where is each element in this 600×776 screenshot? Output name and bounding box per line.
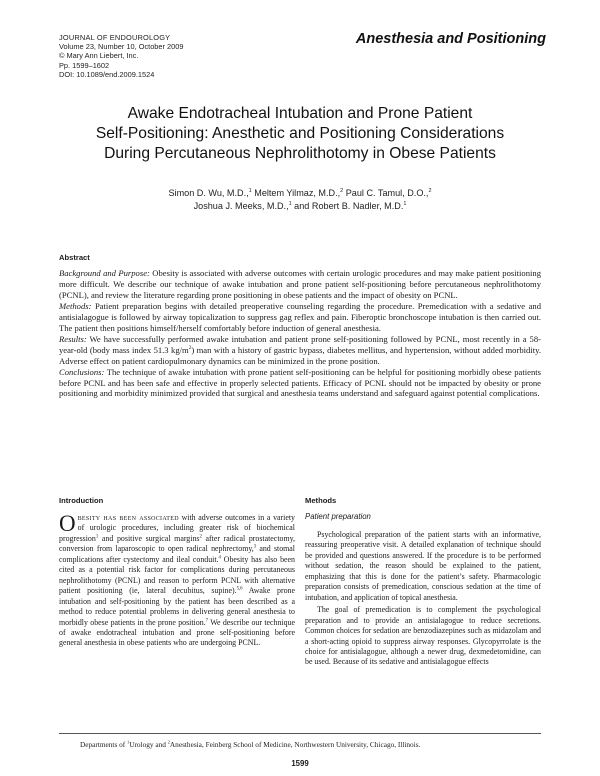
affiliation-mark: 1	[403, 200, 407, 207]
section-heading: Anesthesia and Positioning	[355, 31, 546, 47]
page-number: 1599	[291, 759, 309, 768]
journal-info	[59, 33, 183, 79]
author-name: Joshua J. Meeks, M.D.,	[193, 201, 289, 211]
abstract-methods	[59, 301, 541, 334]
author-name: Simon D. Wu, M.D.,	[168, 188, 249, 198]
affiliation-mark: 1	[127, 739, 130, 745]
footnote-text: Departments of	[80, 740, 128, 749]
affiliation-mark: 2	[428, 187, 432, 194]
body-text: and stomal complications after cystectomy and ileal conduit.	[59, 544, 295, 564]
abstract-results	[59, 334, 541, 367]
author-line-2	[40, 200, 560, 213]
journal-name: JOURNAL OF ENDOUROLOGY	[59, 33, 171, 42]
introduction-column	[59, 513, 295, 649]
reference-mark: 3	[253, 544, 257, 550]
introduction-heading: Introduction	[59, 496, 104, 505]
author-name: Meltem Yilmaz, M.D.,	[251, 188, 341, 198]
body-text: after radical prostatectomy, conversion from laparoscopic to open radical nephrectomy,	[59, 533, 295, 554]
author-line-1	[40, 187, 560, 200]
abstract-body	[59, 268, 541, 399]
abstract-label: Conclusions:	[59, 366, 105, 377]
reference-mark: 2	[199, 534, 202, 540]
author-list	[40, 187, 560, 213]
author-name: and Robert B. Nadler, M.D.	[291, 201, 404, 211]
abstract-text: Obesity is associated with adverse outcomes with certain urologic procedures and may make patient positioning more difficult. We describe our technique of awake intubation and prone patient self-positioning before percutaneous nephrolithotomy (PCNL), and review the literature regarding prone positioning in obese patients and the impact of obesity on PCNL.	[59, 268, 541, 300]
body-text: Obesity has also been cited as a potential risk factor for complications during percutaneous nephrolithotomy (PCNL) and reason to perform PCNL with alternative patient positioning (ie, lateral decubitus, supine).	[59, 554, 296, 596]
body-text: and positive surgical margins	[98, 533, 200, 543]
abstract-label: Background and Purpose:	[59, 268, 150, 278]
drop-cap: O	[59, 511, 76, 536]
methods-paragraph-1: Psychological preparation of the patient starts with an informative, reassuring preoperative visit. A detailed explanation of technique should be provided and questions answered. If the procedure is to be performed without sedation, the reason should be explained to the patient, emphasizing that this is done for the patient’s safety. Pharmacologic preparation consists of premedication, conscious sedation at the time of intubation, and application of topical anesthesia.	[305, 530, 541, 602]
introduction-paragraph	[59, 513, 295, 649]
journal-doi: DOI: 10.1089/end.2009.1524	[59, 69, 155, 79]
abstract-text: ) man with a history of gastric bypass, diabetes mellitus, and hypertension, without added morbidity. Adverse effect on patient cardiopulmonary dynamics can be minimized in the prone position.	[59, 344, 541, 366]
body-text: We describe our technique of awake endotracheal intubation and prone self-positioning before general anesthesia in obese patients who are undergoing PCNL.	[59, 617, 296, 648]
abstract-background	[59, 268, 541, 301]
small-caps-lead: besity has been associated	[77, 513, 179, 522]
footnote-divider	[59, 733, 541, 734]
methods-heading: Methods	[305, 496, 337, 505]
body-text: with adverse outcomes in a variety of urologic procedures, including greater risk of biochemical progression	[59, 513, 295, 543]
journal-volume: Volume 23, Number 10, October 2009	[59, 42, 184, 52]
methods-subheading: Patient preparation	[305, 512, 371, 521]
methods-paragraph-2: The goal of premedication is to complement the psychological preparation and to provide an antisialagogue to reduce secretions. Common choices for sedation are benzodiazepines such as midazolam and a short-acting opioid to suppress airway responses. Glycopyrrolate is the choice for antisialagogue, although a newer drug, dexmedetomidine, can be used. Because of its sedative and antisialagogue effects	[305, 605, 541, 667]
title-line-2: Self-Positioning: Anesthetic and Positioning Considerations	[95, 125, 505, 142]
journal-pages: Pp. 1599–1602	[59, 60, 110, 70]
title-line-1: Awake Endotracheal Intubation and Prone Patient	[127, 105, 473, 122]
abstract-heading: Abstract	[59, 253, 90, 262]
author-name: Paul C. Tamul, D.O.,	[343, 188, 429, 198]
methods-column	[305, 530, 541, 668]
affiliation-mark: 2	[167, 739, 170, 745]
footnote-text: Anesthesia, Feinberg School of Medicine, Northwestern University, Chicago, Illinois.	[169, 740, 421, 749]
affiliation-mark: 1	[288, 200, 292, 207]
title-line-3: During Percutaneous Nephrolithotomy in Obese Patients	[104, 145, 496, 162]
abstract-text: The technique of awake intubation with prone patient self-positioning can be helpful for positioning morbidly obese patients before PCNL and has been safe and effective in properly selected patients. Efficacy of PCNL should not be impacted by obesity or prone positioning and morbidity minimized provided that surgical and anesthesia teams understand and safeguard against potential complications.	[59, 366, 541, 399]
abstract-label: Results:	[59, 333, 87, 344]
reference-mark: 7	[205, 617, 208, 623]
journal-copyright: © Mary Ann Liebert, Inc.	[59, 51, 139, 61]
abstract-text: We have successfully performed awake intubation and patient prone self-positioning followed by PCNL, most recently in a 58-year-old (body mass index 51.3 kg/m	[59, 333, 541, 355]
abstract-label: Methods:	[59, 300, 92, 311]
footnote-text: Urology and	[129, 740, 168, 749]
reference-mark: 1	[95, 534, 99, 540]
abstract-text: Patient preparation begins with detailed preoperative counseling regarding the procedure. Premedication with a sedative and antisialagogue is followed by airway topicalization to suppress gag reflex and pain. Fiberoptic bronchoscope intubation is then carried out. The patient then positions himself/herself comfortably before induction of general anesthesia.	[59, 300, 541, 333]
article-title	[40, 104, 560, 164]
affiliation-footnote	[80, 740, 420, 749]
affiliation-mark: 2	[340, 187, 344, 194]
reference-mark: 4	[218, 555, 221, 561]
body-text: Awake prone intubation and self-positioning by the patient has been described as a method to reduce potential problems in delivering general anesthesia to morbidly obese patients in the prone position.	[59, 586, 295, 627]
abstract-conclusions	[59, 367, 541, 400]
superscript: 2	[188, 344, 192, 351]
reference-mark: 5,6	[236, 586, 243, 592]
affiliation-mark: 1	[248, 187, 252, 194]
